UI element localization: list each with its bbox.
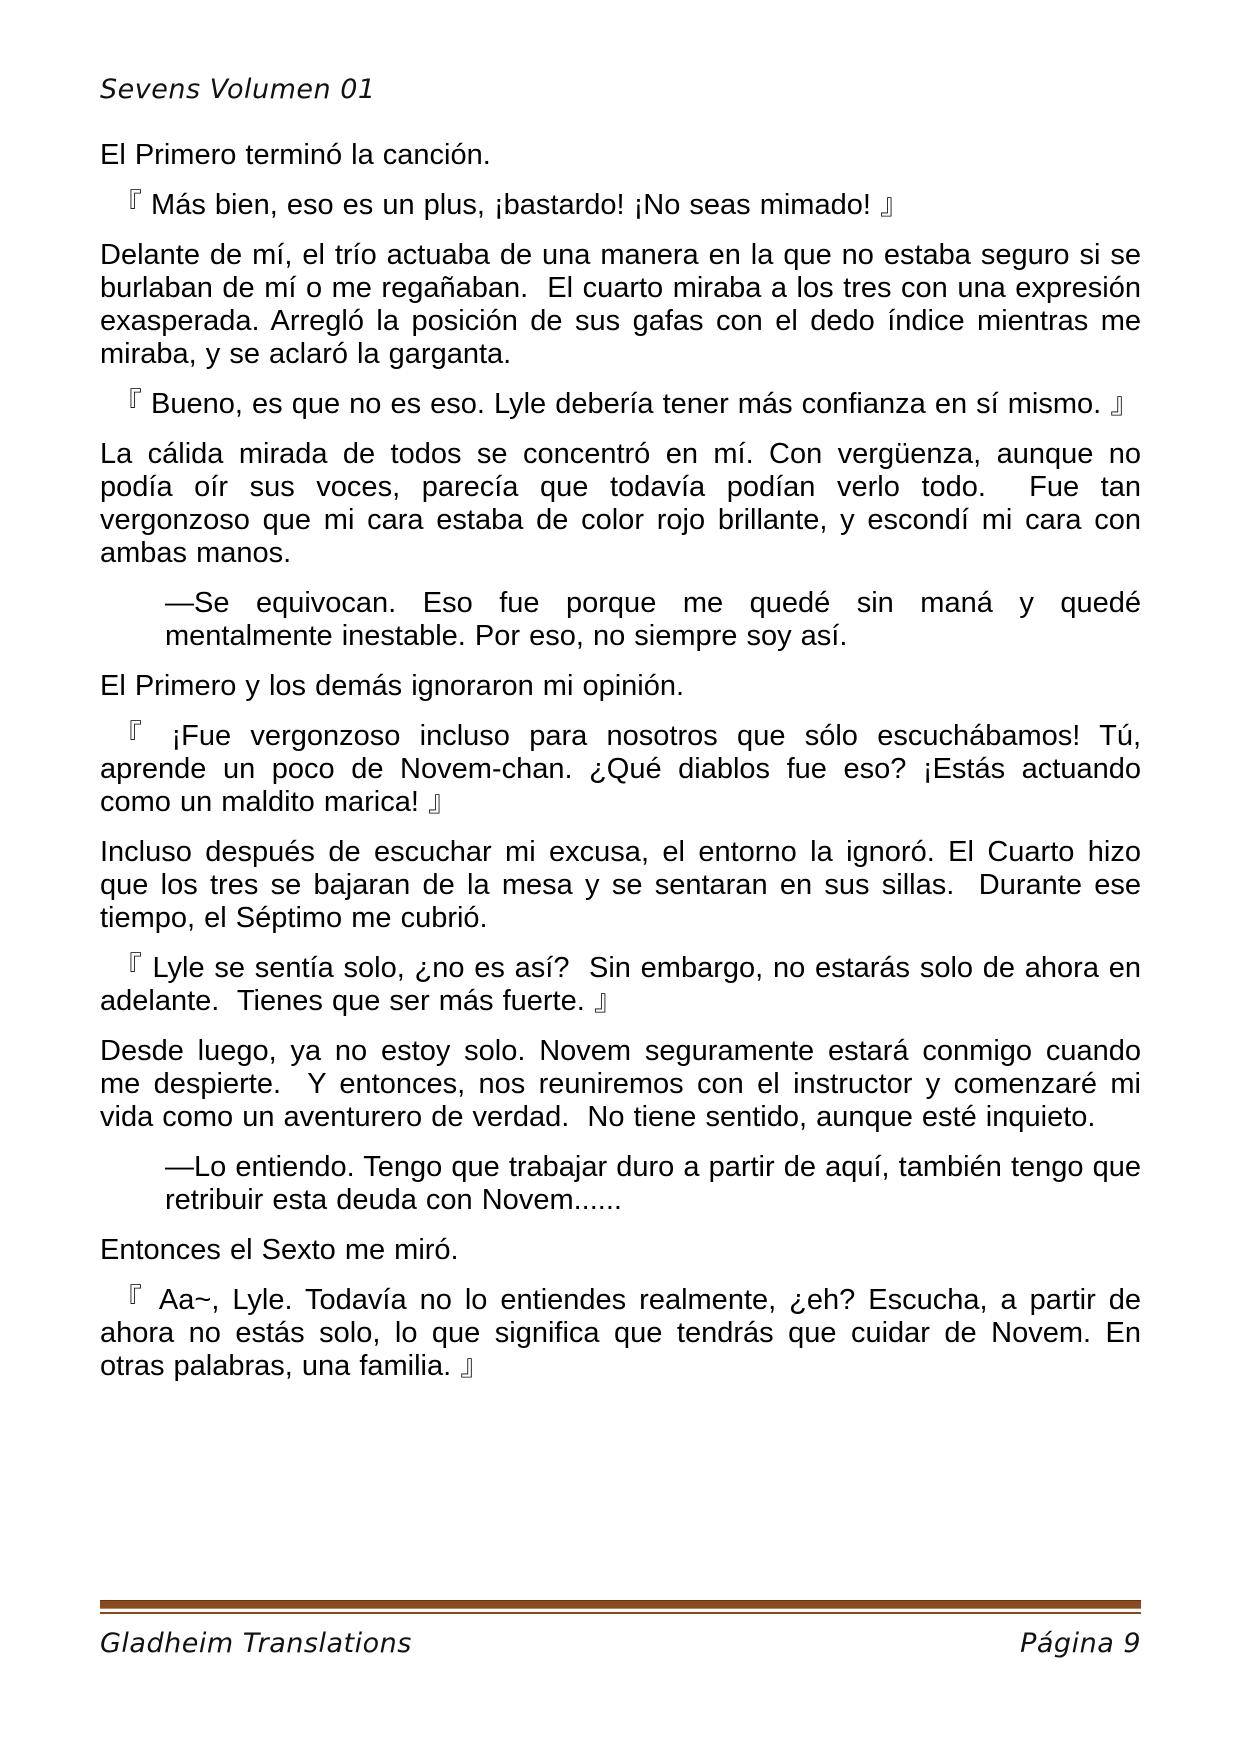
narration-paragraph: Desde luego, ya no estoy solo. Novem seguramente estará conmigo cuando me despierte. Y entonces, nos reuniremos con el instructor y comenzaré mi vida como un aventurero de verdad. No tiene sentido, aunque esté inquieto. [100, 1035, 1151, 1133]
header-title: Sevens Volumen 01 [100, 74, 376, 105]
inner-monologue-paragraph: —Se equivocan. Eso fue porque me quedé sin maná y quedé mentalmente inestable. Por eso, no siempre soy así. [165, 587, 1151, 652]
dialogue-paragraph: 『 Lyle se sentía solo, ¿no es así? Sin embargo, no estarás solo de ahora en adelante. Tienes que ser más fuerte. 』 [100, 952, 1151, 1017]
page-footer [100, 1600, 1141, 1659]
page-header [100, 75, 1141, 105]
dialogue-paragraph: 『 Más bien, eso es un plus, ¡bastardo! ¡No seas mimado! 』 [113, 189, 909, 221]
document-body [100, 139, 1151, 1383]
footer-rule-thin-line [100, 1612, 1141, 1614]
dialogue-paragraph: 『 Bueno, es que no es eso. Lyle debería tener más confianza en sí mismo. 』 [113, 388, 1140, 420]
footer-page-number: Página 9 [1020, 1628, 1141, 1659]
narration-paragraph: Delante de mí, el trío actuaba de una manera en la que no estaba seguro si se burlaban de mí o me regañaban. El cuarto miraba a los tres con una expresión exasperada. Arregló la posición de sus gafas con el dedo índice mientras me miraba, y se aclaró la garganta. [100, 239, 1151, 370]
footer-rule-thick-line [100, 1600, 1141, 1609]
dialogue-paragraph: 『 Aa~, Lyle. Todavía no lo entiendes realmente, ¿eh? Escucha, a partir de ahora no estás solo, lo que significa que tendrás que cuidar de Novem. En otras palabras, una familia. 』 [100, 1284, 1151, 1382]
narration-paragraph: El Primero terminó la canción. [100, 139, 491, 171]
narration-paragraph: Entonces el Sexto me miró. [100, 1234, 459, 1266]
narration-paragraph: La cálida mirada de todos se concentró en mí. Con vergüenza, aunque no podía oír sus voces, parecía que todavía podían verlo todo. Fue tan vergonzoso que mi cara estaba de color rojo brillante, y escondí mi cara con ambas manos. [100, 438, 1151, 569]
dialogue-paragraph: 『 ¡Fue vergonzoso incluso para nosotros que sólo escuchábamos! Tú, aprende un poco de Novem-chan. ¿Qué diablos fue eso? ¡Estás actuando como un maldito marica! 』 [100, 720, 1151, 818]
footer-translator-credit: Gladheim Translations [100, 1628, 412, 1659]
narration-paragraph: El Primero y los demás ignoraron mi opinión. [100, 670, 685, 702]
inner-monologue-paragraph: —Lo entiendo. Tengo que trabajar duro a partir de aquí, también tengo que retribuir esta deuda con Novem...... [165, 1151, 1151, 1216]
narration-paragraph: Incluso después de escuchar mi excusa, el entorno la ignoró. El Cuarto hizo que los tres se bajaran de la mesa y se sentaran en sus sillas. Durante ese tiempo, el Séptimo me cubrió. [100, 836, 1151, 934]
footer-text-row [100, 1628, 1141, 1659]
footer-rule [100, 1600, 1141, 1614]
